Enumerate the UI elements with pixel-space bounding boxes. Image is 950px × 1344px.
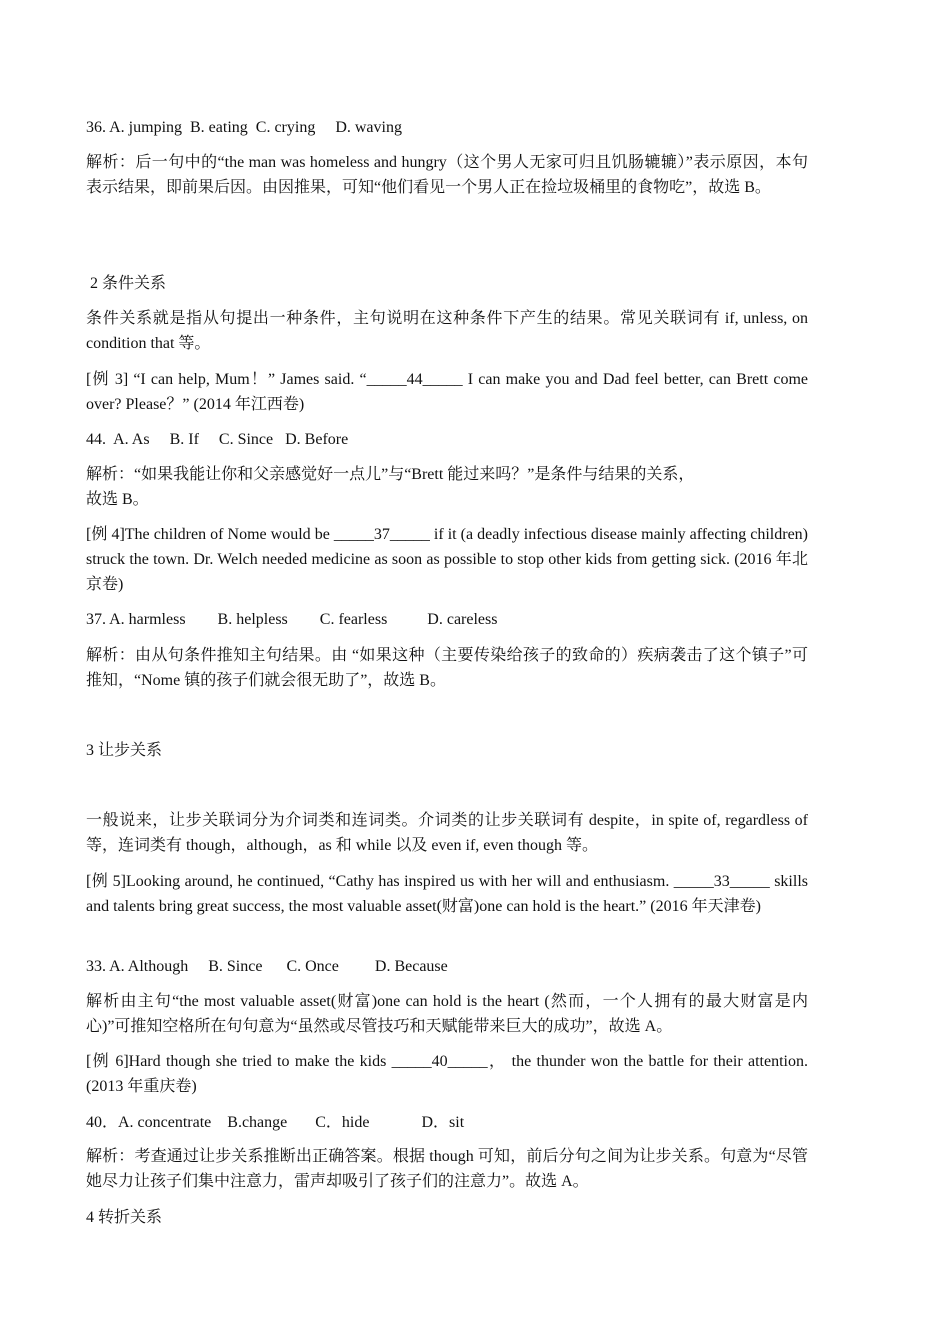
example3-text: [例 3] “I can help, Mum！” James said. “_____44_____ I can make you and Dad feel better, can Brett come over? Please？” (2014 年江西卷) xyxy=(86,371,808,413)
section3-intro: 一般说来，让步关联词分为介词类和连词类。介词类的让步关联词有 despite，in spite of, regardless of 等，连词类有 though，although，as 和 while 以及 even if, even though 等。 xyxy=(86,812,808,854)
section2-heading: 2 条件关系 xyxy=(86,275,167,292)
section4-heading: 4 转折关系 xyxy=(86,1209,163,1226)
example5-text: [例 5]Looking around, he continued, “Cathy has inspired us with her will and enthusiasm. _____33_____ skills and talents bring great success, the most valuable asset(财富)one can hold is the heart.” (2016 年天津卷) xyxy=(86,873,808,915)
section3-heading: 3 让步关系 xyxy=(86,742,163,759)
example6-options: 40．A. concentrate B.change C．hide D．sit xyxy=(86,1114,465,1131)
document-page xyxy=(86,0,810,1344)
example5-options: 33. A. Although B. Since C. Once D. Because xyxy=(86,958,448,975)
example4-analysis: 解析：由从句条件推知主句结果。由 “如果这种（主要传染给孩子的致命的）疾病袭击了这个镇子”可推知，“Nome 镇的孩子们就会很无助了”，故选 B。 xyxy=(86,647,808,689)
example4-options: 37. A. harmless B. helpless C. fearless D. careless xyxy=(86,611,498,628)
example4-text: [例 4]The children of Nome would be _____37_____ if it (a deadly infectious disease mainly affecting children) struck the town. Dr. Welch needed medicine as soon as possible to stop other kids from getting sick. (2016 年北京卷) xyxy=(86,526,808,593)
example3-options: 44. A. As B. If C. Since D. Before xyxy=(86,431,349,448)
q36-analysis: 解析：后一句中的“the man was homeless and hungry（这个男人无家可归且饥肠辘辘）”表示原因，本句表示结果，即前果后因。由因推果，可知“他们看见一个男人正在捡垃圾桶里的食物吃”，故选 B。 xyxy=(86,154,808,196)
example6-text: [例 6]Hard though she tried to make the kids _____40_____， the thunder won the battle for their attention. (2013 年重庆卷) xyxy=(86,1053,808,1095)
section2-intro: 条件关系就是指从句提出一种条件，主句说明在这种条件下产生的结果。常见关联词有 if, unless, on condition that 等。 xyxy=(86,310,808,352)
example5-analysis: 解析由主句“the most valuable asset(财富)one can hold is the heart (然而，一个人拥有的最大财富是内心)”可推知空格所在句句意为“虽然或尽管技巧和天赋能带来巨大的成功”，故选 A。 xyxy=(86,993,808,1035)
example3-analysis-line2: 故选 B。 xyxy=(86,491,149,508)
q36-options: 36. A. jumping B. eating C. crying D. waving xyxy=(86,119,402,136)
example3-analysis-line1: 解析：“如果我能让你和父亲感觉好一点儿”与“Brett 能过来吗？”是条件与结果的关系， xyxy=(86,466,695,483)
example6-analysis: 解析：考查通过让步关系推断出正确答案。根据 though 可知，前后分句之间为让步关系。句意为“尽管她尽力让孩子们集中注意力，雷声却吸引了孩子们的注意力”。故选 A。 xyxy=(86,1148,808,1190)
